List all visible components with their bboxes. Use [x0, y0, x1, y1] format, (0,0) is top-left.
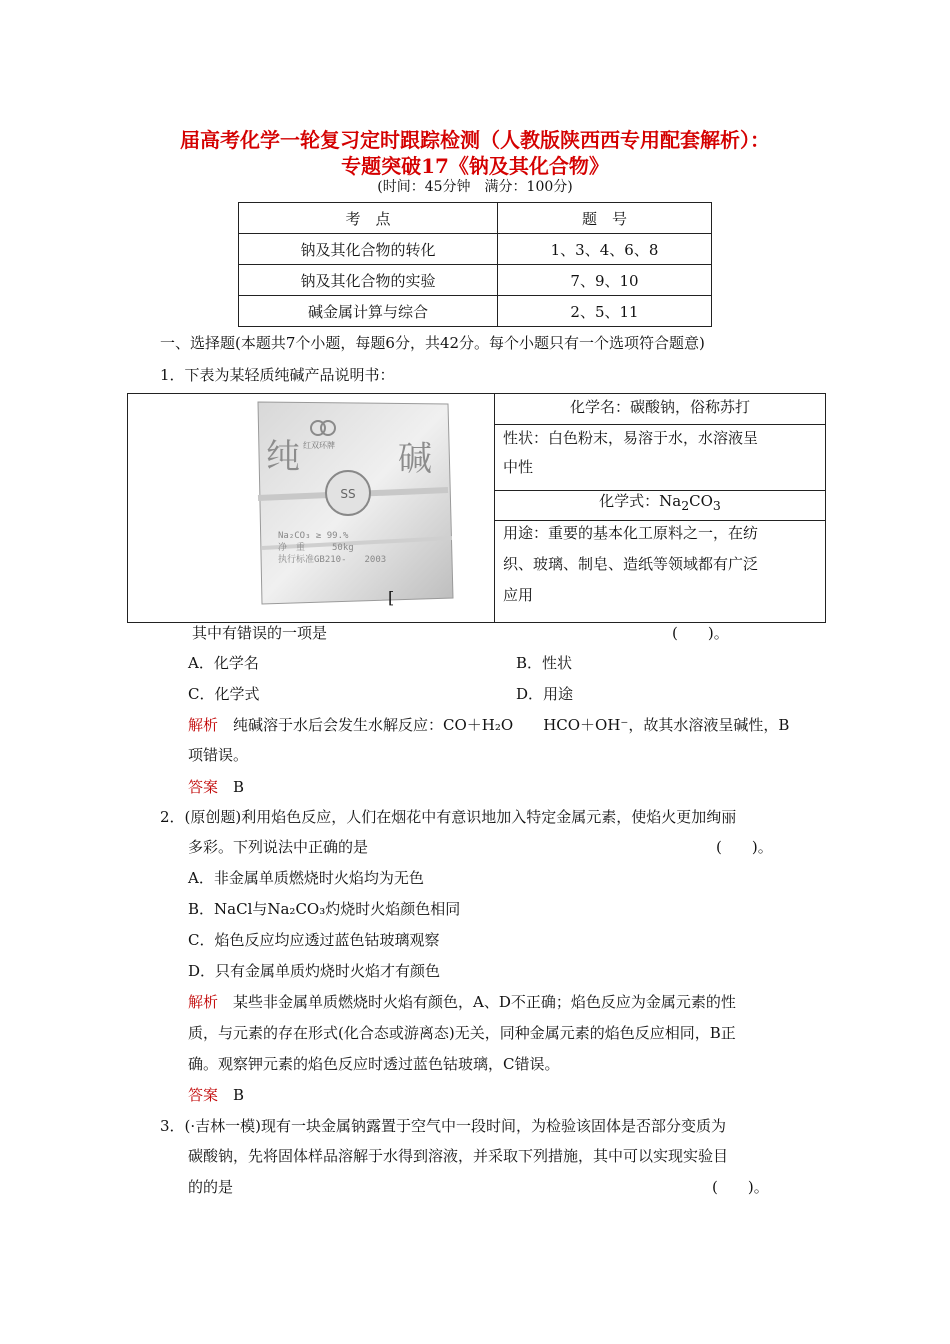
- q1-analysis-line2: 项错误。: [188, 746, 249, 764]
- q2-option-c: C．焰色反应均应透过蓝色钴玻璃观察: [188, 931, 440, 949]
- q3-stem-line3: 的的是: [188, 1178, 234, 1196]
- table-header-row: [239, 203, 712, 234]
- formula-sub: 3: [712, 498, 721, 513]
- info-use-line2: 织、玻璃、制皂、造纸等领域都有广泛: [503, 555, 759, 573]
- table-row: [239, 296, 712, 327]
- bag-spec-purity: Na₂CO₃ ≥ 99.%: [278, 531, 349, 541]
- bag-logo-icon: SS: [340, 487, 356, 501]
- table-cell: 钠及其化合物的转化: [239, 234, 498, 265]
- info-chemical-formula: [495, 486, 825, 521]
- analysis-text: 纯碱溶于水后会发生水解反应：CO＋H₂O HCO＋OH⁻，故其水溶液呈碱性，B: [233, 716, 790, 734]
- bag-label-left: 纯: [266, 437, 300, 477]
- analysis-text: 某些非金属单质燃烧时火焰有颜色，A、D不正确；焰色反应为金属元素的性: [233, 993, 736, 1011]
- q2-analysis-line3: 确。观察钾元素的焰色反应时透过蓝色钴玻璃，C错误。: [188, 1055, 560, 1073]
- q2-analysis-line2: 质，与元素的存在形式(化合态或游离态)无关，同种金属元素的焰色反应相同，B正: [188, 1024, 736, 1042]
- bag-spec-weight: 净 重 50kg: [278, 543, 354, 553]
- bag-spec-standard: 执行标准GB210- 2003: [278, 555, 387, 565]
- formula-prefix: 化学式：Na: [599, 492, 682, 510]
- q1-answer-blank: ( )。: [672, 624, 729, 642]
- q2-answer: [188, 1084, 244, 1105]
- section-heading: 一、选择题(本题共7个小题，每题6分，共42分。每个小题只有一个选项符合题意): [160, 334, 705, 352]
- answer-value: B: [233, 1086, 245, 1104]
- doc-title-line1: 届高考化学一轮复习定时跟踪检测（人教版陕西西专用配套解析）：: [180, 128, 770, 152]
- bag-label-right: 碱: [398, 439, 432, 479]
- q3-stem-line1: 3．(·吉林一模)现有一块金属钠露置于空气中一段时间，为检验该固体是否部分变质为: [160, 1117, 727, 1135]
- analysis-label: 解析: [188, 993, 219, 1011]
- table-cell: 1、3、4、6、8: [498, 234, 712, 265]
- table-header: 考 点: [239, 203, 498, 234]
- formula-mid: CO: [689, 492, 713, 510]
- q2-option-b: B．NaCl与Na₂CO₃灼烧时火焰颜色相同: [188, 900, 461, 918]
- analysis-label: 解析: [188, 716, 219, 734]
- info-property-line1: 性状：白色粉末，易溶于水，水溶液呈: [503, 429, 759, 447]
- q3-stem-line2: 碳酸钠，先将固体样品溶解于水得到溶液，并采取下列措施，其中可以实现实验目: [188, 1147, 729, 1165]
- product-description-box: [127, 393, 826, 623]
- q3-answer-blank: ( )。: [712, 1178, 769, 1196]
- answer-label: 答案: [188, 778, 219, 796]
- table-header: 题 号: [498, 203, 712, 234]
- q2-stem-line1: 2．(原创题)利用焰色反应，人们在烟花中有意识地加入特定金属元素，使焰火更加绚丽: [160, 808, 737, 826]
- q1-analysis-line1: [188, 714, 789, 735]
- info-use-line3: 应用: [503, 586, 534, 604]
- soda-bag-image: [248, 398, 458, 608]
- q2-analysis-line1: [188, 991, 736, 1012]
- info-chemical-name: 化学名：碳酸钠，俗称苏打: [569, 398, 750, 416]
- table-cell: 2、5、11: [498, 296, 712, 327]
- q2-stem-line2: 多彩。下列说法中正确的是: [188, 838, 369, 856]
- info-property-line2: 中性: [503, 458, 534, 476]
- topic-table: [238, 202, 712, 327]
- stray-bracket: [: [388, 588, 395, 607]
- q1-answer: [188, 776, 244, 797]
- time-score-info: (时间：45分钟 满分：100分): [377, 179, 573, 195]
- table-cell: 碱金属计算与综合: [239, 296, 498, 327]
- bag-brand: 红双环牌: [303, 441, 335, 450]
- q1-option-c: C．化学式: [188, 685, 260, 703]
- answer-label: 答案: [188, 1086, 219, 1104]
- formula-sub: 2: [681, 498, 690, 513]
- q2-option-d: D．只有金属单质灼烧时火焰才有颜色: [188, 962, 441, 980]
- table-row: [239, 234, 712, 265]
- doc-title-line2: 专题突破17《钠及其化合物》: [341, 154, 609, 178]
- q1-option-d: D．用途: [516, 685, 574, 703]
- q1-prompt: 其中有错误的一项是: [192, 624, 328, 642]
- q1-option-b: B．性状: [516, 654, 573, 672]
- q2-answer-blank: ( )。: [716, 838, 773, 856]
- q2-option-a: A．非金属单质燃烧时火焰均为无色: [188, 869, 424, 887]
- q1-option-a: A．化学名: [188, 654, 259, 672]
- table-cell: 7、9、10: [498, 265, 712, 296]
- answer-value: B: [233, 778, 245, 796]
- table-row: [239, 265, 712, 296]
- info-use-line1: 用途：重要的基本化工原料之一，在纺: [503, 524, 759, 542]
- q1-stem: 1．下表为某轻质纯碱产品说明书：: [160, 366, 395, 384]
- table-cell: 钠及其化合物的实验: [239, 265, 498, 296]
